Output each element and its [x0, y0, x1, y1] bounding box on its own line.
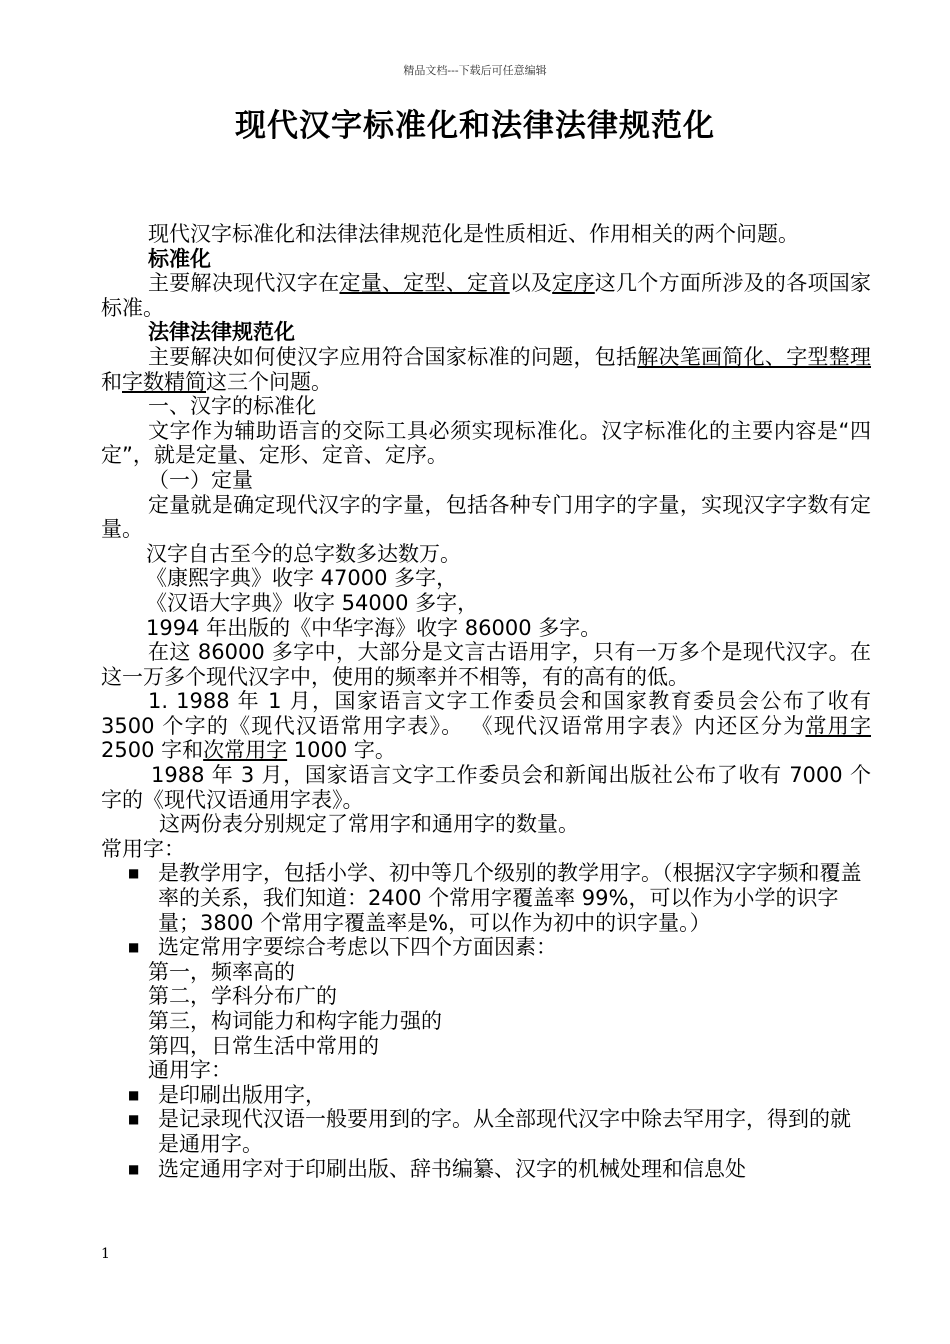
underlined-text: 解决笔画简化、字型整理: [637, 344, 872, 369]
section-heading-1: 一、汉字的标准化: [148, 394, 316, 419]
text: 1000 字。: [287, 738, 396, 763]
list-item: ■ 是教学用字，包括小学、初中等几个级别的教学用字。（根据汉字字频和覆盖率的关系，我们知道：2400 个常用字覆盖率 99%，可以作为小学的识字量；3800 个常用字覆盖率是%，可以作为初中的识字量。）: [101, 861, 871, 935]
text: 2500 字和: [101, 738, 204, 763]
paragraph-common-char-table: [101, 689, 871, 763]
list-item: ■ 选定通用字对于印刷出版、辞书编纂、汉字的机械处理和信息处: [101, 1157, 871, 1182]
paragraph-hanyu-dazidian: 《汉语大字典》收字 54000 多字，: [146, 590, 479, 615]
text: 和: [101, 369, 122, 394]
list-item: ■ 是印刷出版用字，: [101, 1083, 871, 1108]
paragraph-legal-normalization: [101, 345, 871, 394]
text: 这三个问题。: [206, 369, 332, 394]
paragraph-modern-chars: 在这 86000 多字中，大部分是文言古语用字，只有一万多个是现代汉字。在这一万多个现代汉字中，使用的频率并不相等，有的高有的低。: [101, 640, 871, 689]
paragraph-standardization: [101, 271, 871, 320]
heading-standardization: 标准化: [148, 246, 211, 271]
document-body: [101, 222, 871, 1181]
subsection-heading-quantity: （一）定量: [148, 467, 253, 492]
factor-item: 第四，日常生活中常用的: [148, 1033, 379, 1058]
underlined-text: 常用字: [805, 713, 871, 738]
text: 主要解决如何使汉字应用符合国家标准的问题，包括: [148, 344, 638, 369]
document-title: 现代汉字标准化和法律法律规范化: [235, 108, 715, 144]
paragraph-zhonghua-zihai: 1994 年出版的《中华字海》收字 86000 多字。: [146, 615, 602, 640]
label-general-chars: 通用字：: [148, 1058, 232, 1083]
label-common-chars: 常用字：: [101, 836, 185, 861]
underlined-text: 字数精简: [122, 369, 206, 394]
paragraph-total-chars: 汉字自古至今的总字数多达数万。: [146, 541, 461, 566]
common-chars-list: [101, 861, 871, 959]
underlined-text: 定量、定型、定音: [339, 271, 510, 296]
text: 1. 1988 年 1 月，国家语言文字工作委员会和国家教育委员会公布了收有 3500 个字的《现代汉语常用字表》。 《现代汉语常用字表》内还区分为: [101, 689, 871, 738]
text: 这几个方面所涉及的各项国家标准。: [101, 271, 872, 320]
paragraph-quantity: 定量就是确定现代汉字的字量，包括各种专门用字的字量，实现汉字字数有定量。: [101, 492, 871, 542]
list-item: ■ 选定常用字要综合考虑以下四个方面因素：: [101, 935, 871, 960]
paragraph-two-tables: 这两份表分别规定了常用字和通用字的数量。: [159, 812, 579, 837]
factor-item: 第三，构词能力和构字能力强的: [148, 1009, 442, 1033]
paragraph-intro: 现代汉字标准化和法律法律规范化是性质相近、作用相关的两个问题。: [148, 222, 799, 246]
text: 主要解决现代汉字在: [148, 271, 340, 296]
underlined-text: 次常用字: [203, 738, 288, 763]
paragraph-four-standards: 文字作为辅助语言的交际工具必须实现标准化。汉字标准化的主要内容是“四定”，就是定量、定形、定音、定序。: [101, 418, 871, 468]
factor-item: 第二，学科分布广的: [148, 984, 337, 1009]
general-chars-list: [101, 1083, 871, 1181]
paragraph-kangxi: 《康熙字典》收字 47000 多字，: [146, 566, 458, 591]
page-number: 1: [101, 1246, 110, 1262]
list-item: ■ 是记录现代汉语一般要用到的字。从全部现代汉字中除去罕用字，得到的就是通用字。: [101, 1107, 871, 1156]
paragraph-general-char-table: 1988 年 3 月，国家语言文字工作委员会和新闻出版社公布了收有 7000 个字的《现代汉语通用字表》。: [101, 763, 871, 812]
text: 以及: [509, 271, 553, 296]
heading-legal-normalization: 法律法律规范化: [148, 320, 295, 345]
factor-item: 第一，频率高的: [148, 959, 295, 984]
page-header: 精品文档---下载后可任意编辑: [403, 64, 547, 77]
underlined-text: 定序: [552, 271, 595, 296]
